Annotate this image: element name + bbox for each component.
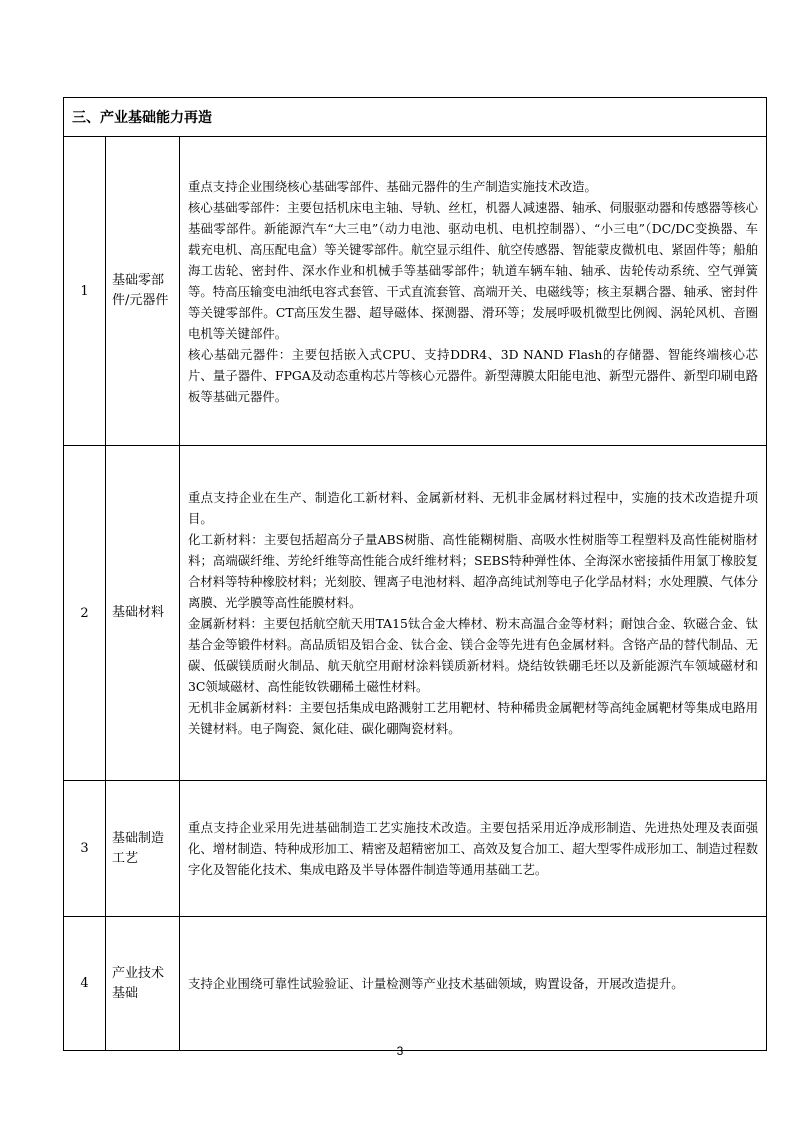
requirements-table xyxy=(63,97,767,1051)
row-category: 基础材料 xyxy=(106,446,180,781)
content-paragraph: 核心基础元器件：主要包括嵌入式CPU、支持DDR4、3D NAND Flash的存储器、智能终端核心芯片、量子器件、FPGA及动态重构芯片等核心元器件。新型薄膜太阳能电池、新型元器件、新型印刷电路板等基础元器件。 xyxy=(188,346,759,404)
page-number: 3 xyxy=(396,1044,404,1058)
row-content xyxy=(180,446,767,781)
content-paragraph: 金属新材料：主要包括航空航天用TA15钛合金大棒材、粉末高温合金等材料；耐蚀合金、软磁合金、钛基合金等锻件材料。高品质铝及铝合金、钛合金、镁合金等先进有色金属材料。含铬产品的替代制品、无碳、低碳镁质耐火制品、航天航空用耐材涂料镁质新材料。烧结钕铁硼毛坯以及新能源汽车领域磁材和3C领域磁材、高性能钕铁硼稀土磁性材料。 xyxy=(188,616,759,694)
content-paragraph: 核心基础零部件：主要包括机床电主轴、导轨、丝杠，机器人减速器、轴承、伺服驱动器和传感器等核心基础零部件。新能源汽车“大三电”（动力电池、驱动电机、电机控制器）、“小三电”（DC/DC变换器、车载充电机、高压配电盒）等关键零部件。航空显示组件、航空传感器、智能蒙皮微机电、紧固件等；船舶海工齿轮、密封件、深水作业和机械手等基础零部件；轨道车辆车轴、轴承、齿轮传动系统、空气弹簧等。特高压输变电油纸电容式套管、干式直流套管、高端开关、电磁线等；核主泵耦合器、轴承、密封件等关键零部件。CT高压发生器、超导磁体、探测器、滑环等；发展呼吸机微型比例阀、涡轮风机、音圈电机等关键部件。 xyxy=(188,199,759,341)
content-paragraph: 重点支持企业采用先进基础制造工艺实施技术改造。主要包括采用近净成形制造、先进热处理及表面强化、增材制造、特种成形加工、精密及超精密加工、高效及复合加工、超大型零件成形加工、制造过程数字化及智能化技术、集成电路及半导体器件制造等通用基础工艺。 xyxy=(188,820,759,877)
content-paragraph: 无机非金属新材料：主要包括集成电路溅射工艺用靶材、特种稀贵金属靶材等高纯金属靶材等集成电路用关键材料。电子陶瓷、氮化硅、碳化硼陶瓷材料。 xyxy=(188,700,759,736)
content-paragraph: 重点支持企业围绕核心基础零部件、基础元器件的生产制造实施技术改造。 xyxy=(188,178,597,194)
row-category: 基础制造工艺 xyxy=(106,781,180,917)
section-title: 三、产业基础能力再造 xyxy=(64,98,767,137)
table-row xyxy=(64,917,767,1051)
content-paragraph: 重点支持企业在生产、制造化工新材料、金属新材料、无机非金属材料过程中，实施的技术改造提升项目。 xyxy=(188,490,759,526)
row-content xyxy=(180,917,767,1051)
content-paragraph: 化工新材料：主要包括超高分子量ABS树脂、高性能糊树脂、高吸水性树脂等工程塑料及高性能树脂材料；高端碳纤维、芳纶纤维等高性能合成纤维材料；SEBS特种弹性体、全海深水密接插件用氯丁橡胶复合材料等特种橡胶材料；光刻胶、锂离子电池材料、超净高纯试剂等电子化学品材料；水处理膜、气体分离膜、光学膜等高性能膜材料。 xyxy=(188,532,759,610)
row-number: 4 xyxy=(64,917,106,1051)
row-content xyxy=(180,137,767,446)
section-header-row xyxy=(64,98,767,137)
table-row xyxy=(64,137,767,446)
content-paragraph: 支持企业围绕可靠性试验验证、计量检测等产业技术基础领域，购置设备，开展改造提升。 xyxy=(188,976,684,991)
table-row xyxy=(64,446,767,781)
row-category: 基础零部件/元器件 xyxy=(106,137,180,446)
row-content xyxy=(180,781,767,917)
row-number: 2 xyxy=(64,446,106,781)
table-row xyxy=(64,781,767,917)
row-category: 产业技术基础 xyxy=(106,917,180,1051)
row-number: 3 xyxy=(64,781,106,917)
row-number: 1 xyxy=(64,137,106,446)
